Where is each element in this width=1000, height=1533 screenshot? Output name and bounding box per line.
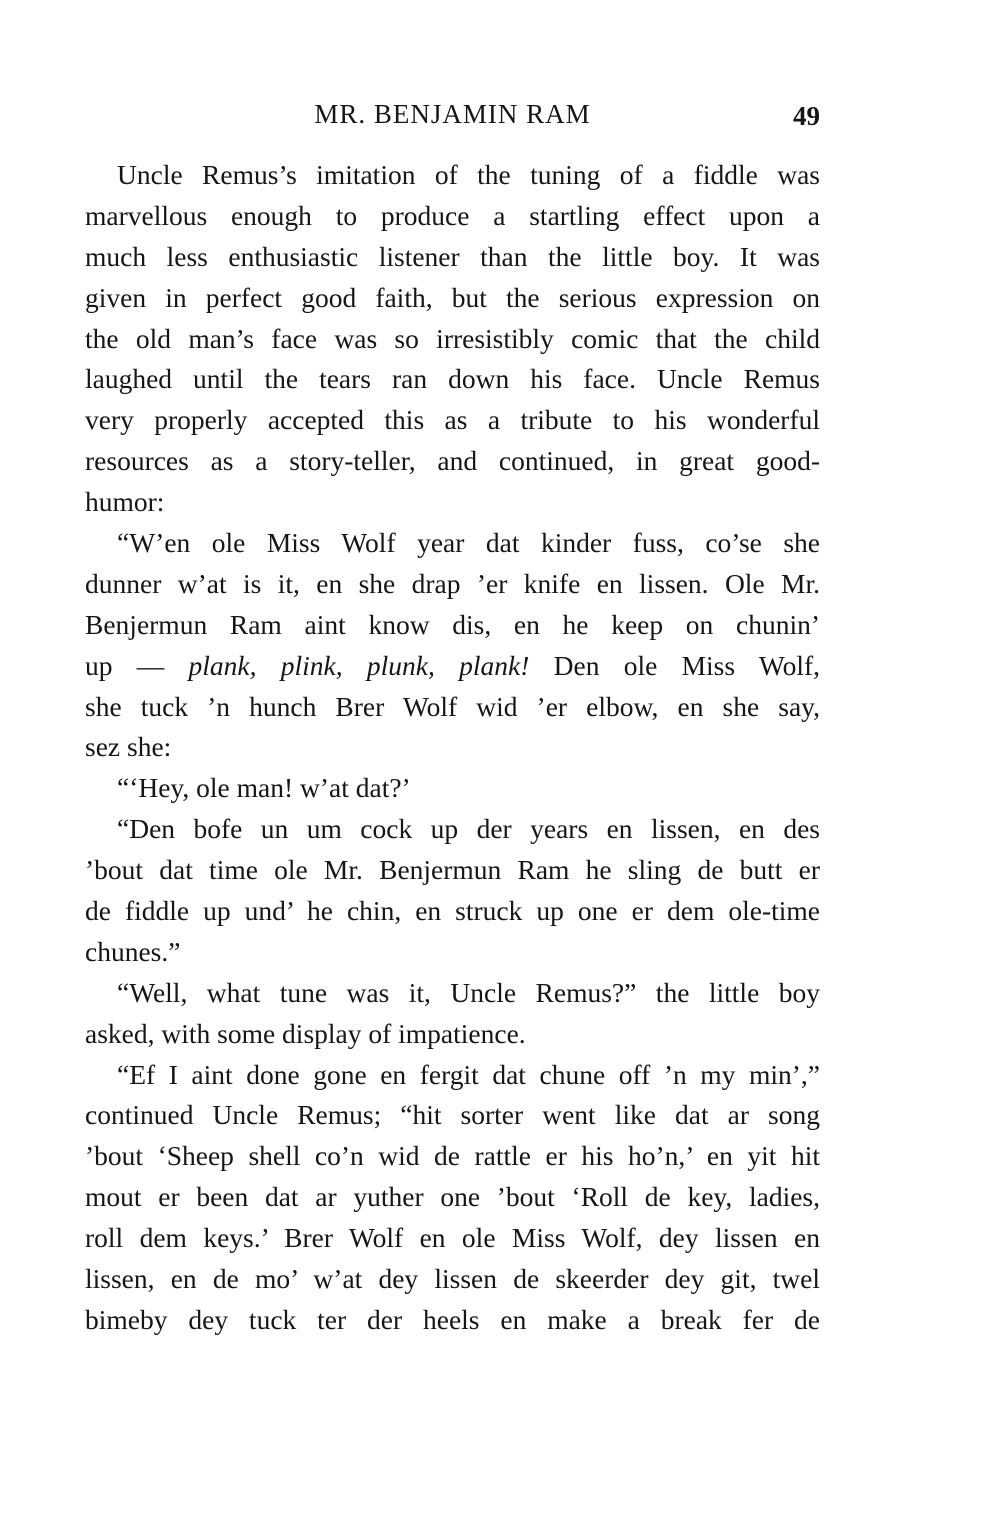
text-line: asked, with some display of impatience.	[85, 1017, 526, 1049]
paragraph-3	[85, 768, 820, 809]
text-line: humor:	[85, 486, 165, 518]
text-line: the old man’s face was so irresistibly comic that the child	[85, 322, 820, 354]
running-title: MR. BENJAMIN RAM	[314, 99, 591, 129]
text-line: laughed until the tears ran down his face. Uncle Remus	[85, 363, 820, 395]
text-line: lissen, en de mo’ w’at dey lissen de skeerder dey git, twel	[85, 1263, 820, 1295]
text-line: bimeby dey tuck ter der heels en make a break fer de	[85, 1303, 820, 1335]
text-line: roll dem keys.’ Brer Wolf en ole Miss Wolf, dey lissen en	[85, 1222, 820, 1254]
body-text	[85, 155, 820, 1341]
text-run: Den ole Miss Wolf,	[529, 649, 821, 681]
text-line: chunes.”	[85, 935, 181, 967]
text-line: marvellous enough to produce a startling effect upon a	[85, 199, 820, 231]
text-line: continued Uncle Remus; “hit sorter went like dat ar song	[85, 1099, 820, 1131]
text-line: she tuck ’n hunch Brer Wolf wid ’er elbow, en she say,	[85, 690, 820, 722]
text-line: de fiddle up und’ he chin, en struck up one er dem ole-time	[85, 895, 820, 927]
text-line: “Ef I aint done gone en fergit dat chune off ’n my min’,”	[117, 1058, 820, 1090]
text-run: up —	[85, 649, 189, 681]
paragraph-1	[85, 155, 820, 523]
text-line: resources as a story-teller, and continued, in great good-	[85, 445, 820, 477]
text-line: much less enthusiastic listener than the little boy. It was	[85, 240, 820, 272]
paragraph-6	[85, 1055, 820, 1341]
text-line: dunner w’at is it, en she drap ’er knife en lissen. Ole Mr.	[85, 567, 820, 599]
text-line-mixed	[85, 646, 820, 687]
page-number: 49	[793, 101, 820, 131]
paragraph-4	[85, 809, 820, 973]
text-line: “Den bofe un um cock up der years en lissen, en des	[117, 813, 820, 845]
text-line: “‘Hey, ole man! w’at dat?’	[117, 772, 411, 804]
text-line: “W’en ole Miss Wolf year dat kinder fuss, co’se she	[117, 527, 820, 559]
paragraph-2	[85, 523, 820, 768]
text-line: very properly accepted this as a tribute to his wonderful	[85, 404, 820, 436]
text-line: ’bout dat time ole Mr. Benjermun Ram he sling de butt er	[85, 854, 820, 886]
text-line: ’bout ‘Sheep shell co’n wid de rattle er his ho’n,’ en yit hit	[85, 1140, 820, 1172]
text-line: mout er been dat ar yuther one ’bout ‘Roll de key, ladies,	[85, 1181, 820, 1213]
running-head	[85, 94, 820, 134]
text-run-italic: plank, plink, plunk, plank!	[188, 649, 530, 681]
text-line: given in perfect good faith, but the serious expression on	[85, 281, 820, 313]
text-line: Uncle Remus’s imitation of the tuning of a fiddle was	[117, 159, 820, 190]
text-line: Benjermun Ram aint know dis, en he keep on chunin’	[85, 608, 820, 640]
text-line: sez she:	[85, 731, 172, 763]
paragraph-5	[85, 973, 820, 1055]
text-line: “Well, what tune was it, Uncle Remus?” the little boy	[117, 976, 820, 1008]
